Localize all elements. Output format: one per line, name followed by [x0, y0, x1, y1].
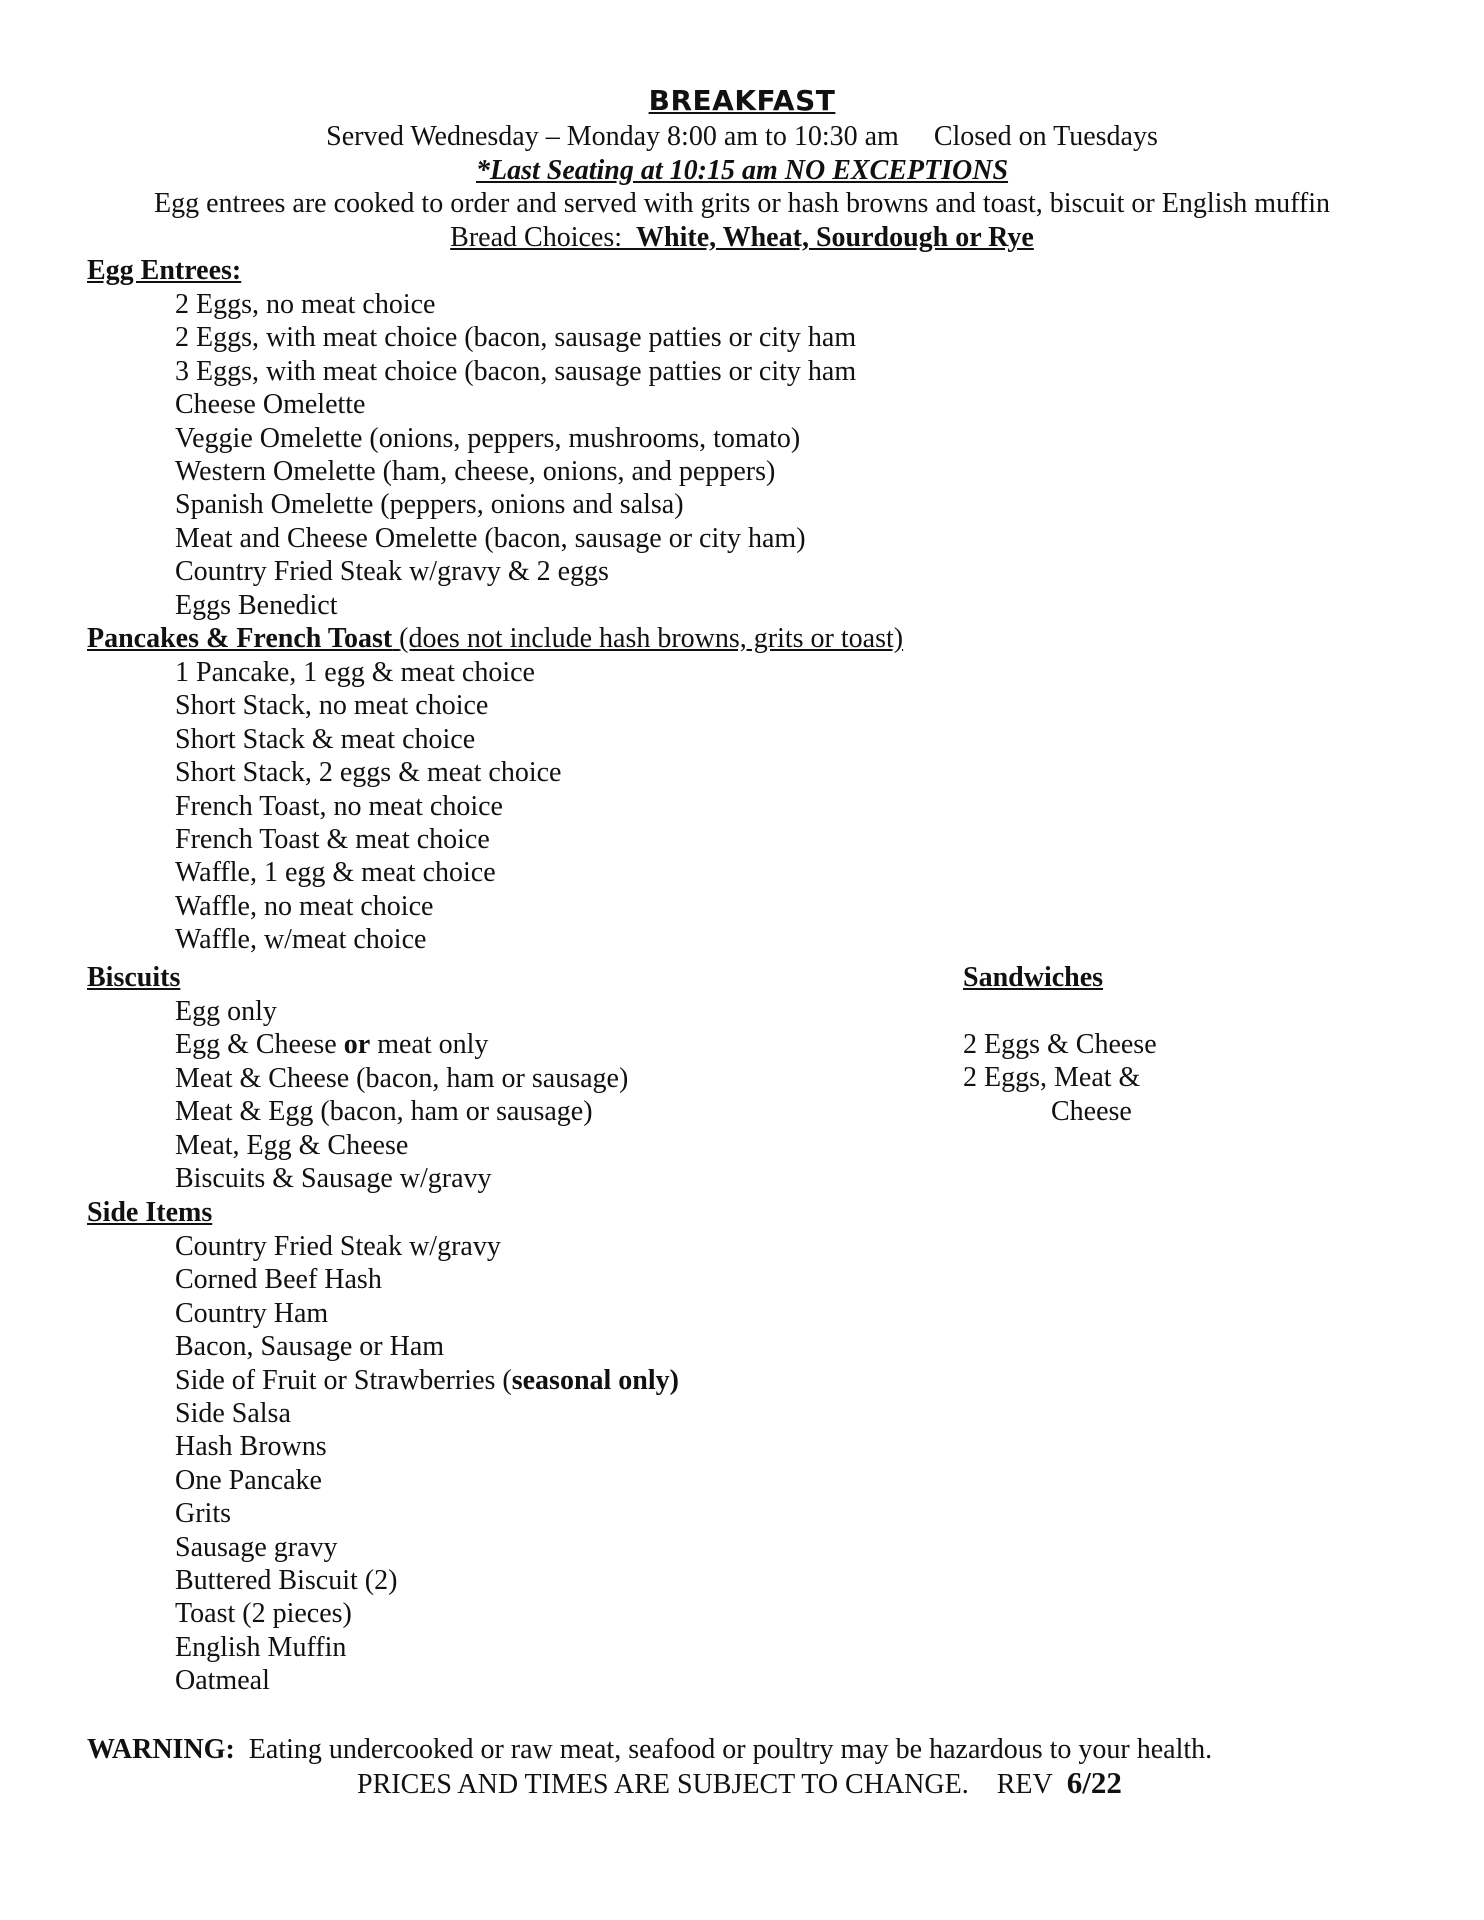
list-item: Waffle, no meat choice	[175, 890, 434, 922]
footer-note	[357, 1766, 1122, 1801]
side-fruit-seasonal: seasonal only)	[511, 1364, 679, 1396]
list-item: Cheese Omelette	[175, 389, 366, 421]
list-item: Bacon, Sausage or Ham	[175, 1331, 445, 1363]
sandwiches-list	[963, 1028, 1157, 1128]
warning-label: WARNING:	[87, 1734, 235, 1765]
prices-note: PRICES AND TIMES ARE SUBJECT TO CHANGE.	[357, 1769, 969, 1800]
served-days-times: Served Wednesday – Monday 8:00 am to 10:30 am	[326, 121, 899, 152]
sandwiches-heading: Sandwiches	[963, 962, 1104, 993]
list-item: French Toast & meat choice	[175, 823, 490, 855]
list-item: Hash Browns	[175, 1431, 327, 1463]
page-title: BREAKFAST	[648, 84, 836, 117]
list-item: 2 Eggs, with meat choice (bacon, sausage patties or city ham	[175, 322, 857, 354]
egg-entree-note: Egg entrees are cooked to order and served with grits or hash browns and toast, biscuit or English muffin	[154, 188, 1330, 219]
list-item: Toast (2 pieces)	[175, 1598, 352, 1630]
list-item: Grits	[175, 1498, 231, 1530]
list-item: 1 Pancake, 1 egg & meat choice	[175, 657, 535, 688]
list-item: Oatmeal	[175, 1665, 270, 1697]
list-item: Country Fried Steak w/gravy	[175, 1231, 501, 1262]
list-item: Western Omelette (ham, cheese, onions, and peppers)	[175, 455, 776, 487]
list-item: Veggie Omelette (onions, peppers, mushrooms, tomato)	[175, 422, 801, 454]
bread-choices-options: White, Wheat, Sourdough or Rye	[636, 222, 1034, 253]
side-fruit-text: Side of Fruit or Strawberries (	[175, 1364, 512, 1396]
list-item: Short Stack, no meat choice	[175, 690, 489, 722]
list-item: 2 Eggs, Meat &	[963, 1062, 1141, 1094]
list-item: Waffle, w/meat choice	[175, 924, 427, 956]
health-warning	[87, 1733, 1212, 1766]
list-item: Spanish Omelette (peppers, onions and salsa)	[175, 489, 684, 521]
list-item: Short Stack & meat choice	[175, 723, 476, 755]
pancakes-heading-note: (does not include hash browns, grits or toast)	[399, 623, 904, 654]
list-item: Meat and Cheese Omelette (bacon, sausage or city ham)	[175, 522, 806, 554]
list-item: Egg only	[175, 996, 277, 1027]
bread-choices-label: Bread Choices:	[450, 222, 623, 253]
list-item: Biscuits & Sausage w/gravy	[175, 1162, 492, 1194]
egg-entrees-heading: Egg Entrees:	[87, 255, 242, 286]
list-item: Country Fried Steak w/gravy & 2 eggs	[175, 556, 609, 588]
pancakes-heading	[87, 622, 903, 655]
bread-choices	[0, 221, 1484, 254]
list-item: 3 Eggs, with meat choice (bacon, sausage patties or city ham	[175, 355, 857, 387]
side-items-list	[175, 1230, 679, 1697]
pancakes-heading-title: Pancakes & French Toast	[87, 623, 393, 654]
egg-entrees-list	[175, 288, 856, 622]
list-item: English Muffin	[175, 1631, 347, 1663]
list-item: Buttered Biscuit (2)	[175, 1564, 398, 1596]
biscuits-list	[175, 995, 628, 1195]
list-item: Meat & Egg (bacon, ham or sausage)	[175, 1096, 593, 1128]
list-item	[175, 1364, 679, 1397]
service-hours	[0, 120, 1484, 153]
biscuit-or: or	[343, 1029, 371, 1061]
list-item: Sausage gravy	[175, 1531, 338, 1563]
rev-label: REV	[996, 1769, 1053, 1800]
list-item: 2 Eggs & Cheese	[963, 1029, 1157, 1060]
list-item: 2 Eggs, no meat choice	[175, 289, 436, 320]
list-item	[175, 1028, 628, 1061]
list-item: Eggs Benedict	[175, 589, 338, 621]
list-item-continuation: Cheese	[1051, 1095, 1132, 1127]
biscuit-egg-cheese: Egg & Cheese	[175, 1029, 337, 1061]
rev-date: 6/22	[1066, 1765, 1122, 1800]
warning-text: Eating undercooked or raw meat, seafood or poultry may be hazardous to your health.	[248, 1734, 1213, 1765]
last-seating-notice: *Last Seating at 10:15 am NO EXCEPTIONS	[475, 155, 1009, 186]
list-item: One Pancake	[175, 1464, 322, 1496]
list-item: Corned Beef Hash	[175, 1264, 382, 1296]
list-item: Short Stack, 2 eggs & meat choice	[175, 757, 562, 789]
list-item: Meat & Cheese (bacon, ham or sausage)	[175, 1062, 629, 1094]
side-items-heading: Side Items	[87, 1197, 213, 1228]
list-item: Side Salsa	[175, 1397, 291, 1429]
biscuit-meat-only: meat only	[377, 1029, 489, 1061]
list-item: Waffle, 1 egg & meat choice	[175, 857, 496, 889]
biscuits-heading: Biscuits	[87, 962, 181, 993]
list-item: Meat, Egg & Cheese	[175, 1129, 409, 1161]
list-item: French Toast, no meat choice	[175, 790, 503, 822]
list-item: Country Ham	[175, 1297, 329, 1329]
pancakes-list	[175, 656, 561, 957]
closed-days: Closed on Tuesdays	[933, 121, 1158, 152]
